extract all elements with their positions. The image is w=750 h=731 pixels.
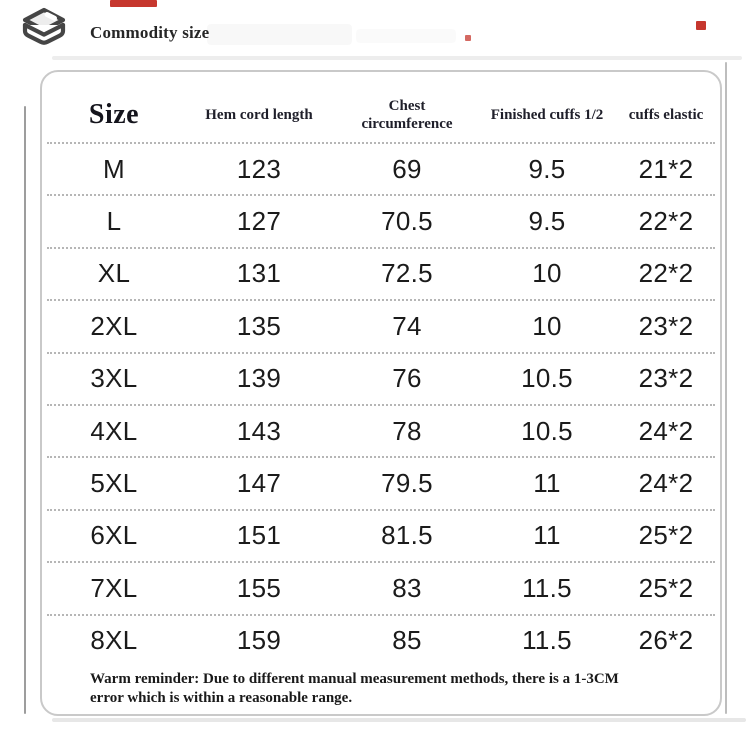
table-cell: 69 <box>392 153 422 184</box>
table-cell: 72.5 <box>381 258 433 289</box>
table-row-XL <box>42 249 720 299</box>
size-label: 4XL <box>90 415 138 446</box>
warm-reminder-note: Warm reminder: Due to different manual measurement methods, there is a 1-3CM error which is within a reasonable range. <box>90 671 619 706</box>
size-label: M <box>103 153 125 184</box>
table-cell: 79.5 <box>381 468 433 499</box>
size-label: 3XL <box>90 363 138 394</box>
column-header-cuffs-half: Finished cuffs 1/2 <box>490 107 604 123</box>
table-cell: 22*2 <box>638 206 694 237</box>
table-row-7XL <box>42 563 720 613</box>
card-back-edge-right <box>725 62 727 714</box>
table-cell: 11.5 <box>522 572 572 603</box>
size-label: 7XL <box>90 572 138 603</box>
table-header-row <box>42 72 720 142</box>
card-back-edge-bottom <box>52 718 746 722</box>
table-cell: 25*2 <box>638 572 694 603</box>
column-header-hem: Hem cord length <box>205 107 313 123</box>
table-cell: 9.5 <box>528 153 566 184</box>
table-cell: 21*2 <box>638 153 694 184</box>
table-cell: 23*2 <box>638 310 694 341</box>
table-cell: 151 <box>236 520 282 551</box>
table-cell: 10.5 <box>521 415 573 446</box>
table-cell: 10 <box>532 258 562 289</box>
table-cell: 11.5 <box>522 625 572 656</box>
size-chart-card <box>40 70 722 716</box>
table-cell: 10.5 <box>521 363 573 394</box>
table-cell: 143 <box>236 415 282 446</box>
table-row-8XL <box>42 616 720 666</box>
size-label: 2XL <box>90 310 138 341</box>
table-row-2XL <box>42 301 720 351</box>
table-cell: 24*2 <box>638 415 694 446</box>
card-back-edge-top <box>52 56 742 60</box>
table-cell: 70.5 <box>381 206 433 237</box>
table-cell: 11 <box>533 468 561 499</box>
table-cell: 127 <box>236 206 282 237</box>
table-body <box>42 142 720 666</box>
size-label: 5XL <box>90 468 138 499</box>
watermark-smudge <box>356 29 456 43</box>
table-row-6XL <box>42 511 720 561</box>
table-cell: 123 <box>236 153 282 184</box>
size-label: 6XL <box>90 520 138 551</box>
table-row-3XL <box>42 354 720 404</box>
table-row-5XL <box>42 458 720 508</box>
table-cell: 83 <box>392 572 422 603</box>
size-label: L <box>106 206 122 237</box>
size-label: 8XL <box>90 625 138 656</box>
red-artifact-mark <box>696 21 706 30</box>
table-cell: 74 <box>392 310 422 341</box>
table-cell: 76 <box>392 363 422 394</box>
table-cell: 131 <box>236 258 282 289</box>
column-header-size: Size <box>88 99 140 131</box>
table-cell: 24*2 <box>638 468 694 499</box>
table-cell: 81.5 <box>381 520 433 551</box>
table-cell: 147 <box>236 468 282 499</box>
table-cell: 135 <box>236 310 282 341</box>
table-cell: 85 <box>392 625 422 656</box>
table-cell: 11 <box>533 520 561 551</box>
table-cell: 26*2 <box>638 625 694 656</box>
table-row-M <box>42 144 720 194</box>
red-artifact-mark <box>465 35 471 41</box>
table-row-4XL <box>42 406 720 456</box>
card-back-edge-left <box>24 106 26 714</box>
column-header-elastic: cuffs elastic <box>628 107 704 123</box>
package-box-icon <box>20 7 68 54</box>
red-artifact-mark <box>110 0 157 7</box>
table-cell: 155 <box>236 572 282 603</box>
table-cell: 9.5 <box>528 206 566 237</box>
table-row-L <box>42 196 720 246</box>
table-cell: 23*2 <box>638 363 694 394</box>
page-title: Commodity size <box>90 23 210 42</box>
table-cell: 10 <box>532 310 562 341</box>
table-cell: 159 <box>236 625 282 656</box>
size-label: XL <box>97 258 131 289</box>
table-cell: 22*2 <box>638 258 694 289</box>
watermark-smudge <box>207 24 352 45</box>
table-cell: 78 <box>392 415 422 446</box>
table-cell: 25*2 <box>638 520 694 551</box>
table-cell: 139 <box>236 363 282 394</box>
column-header-chest: Chest circumference <box>361 98 453 132</box>
